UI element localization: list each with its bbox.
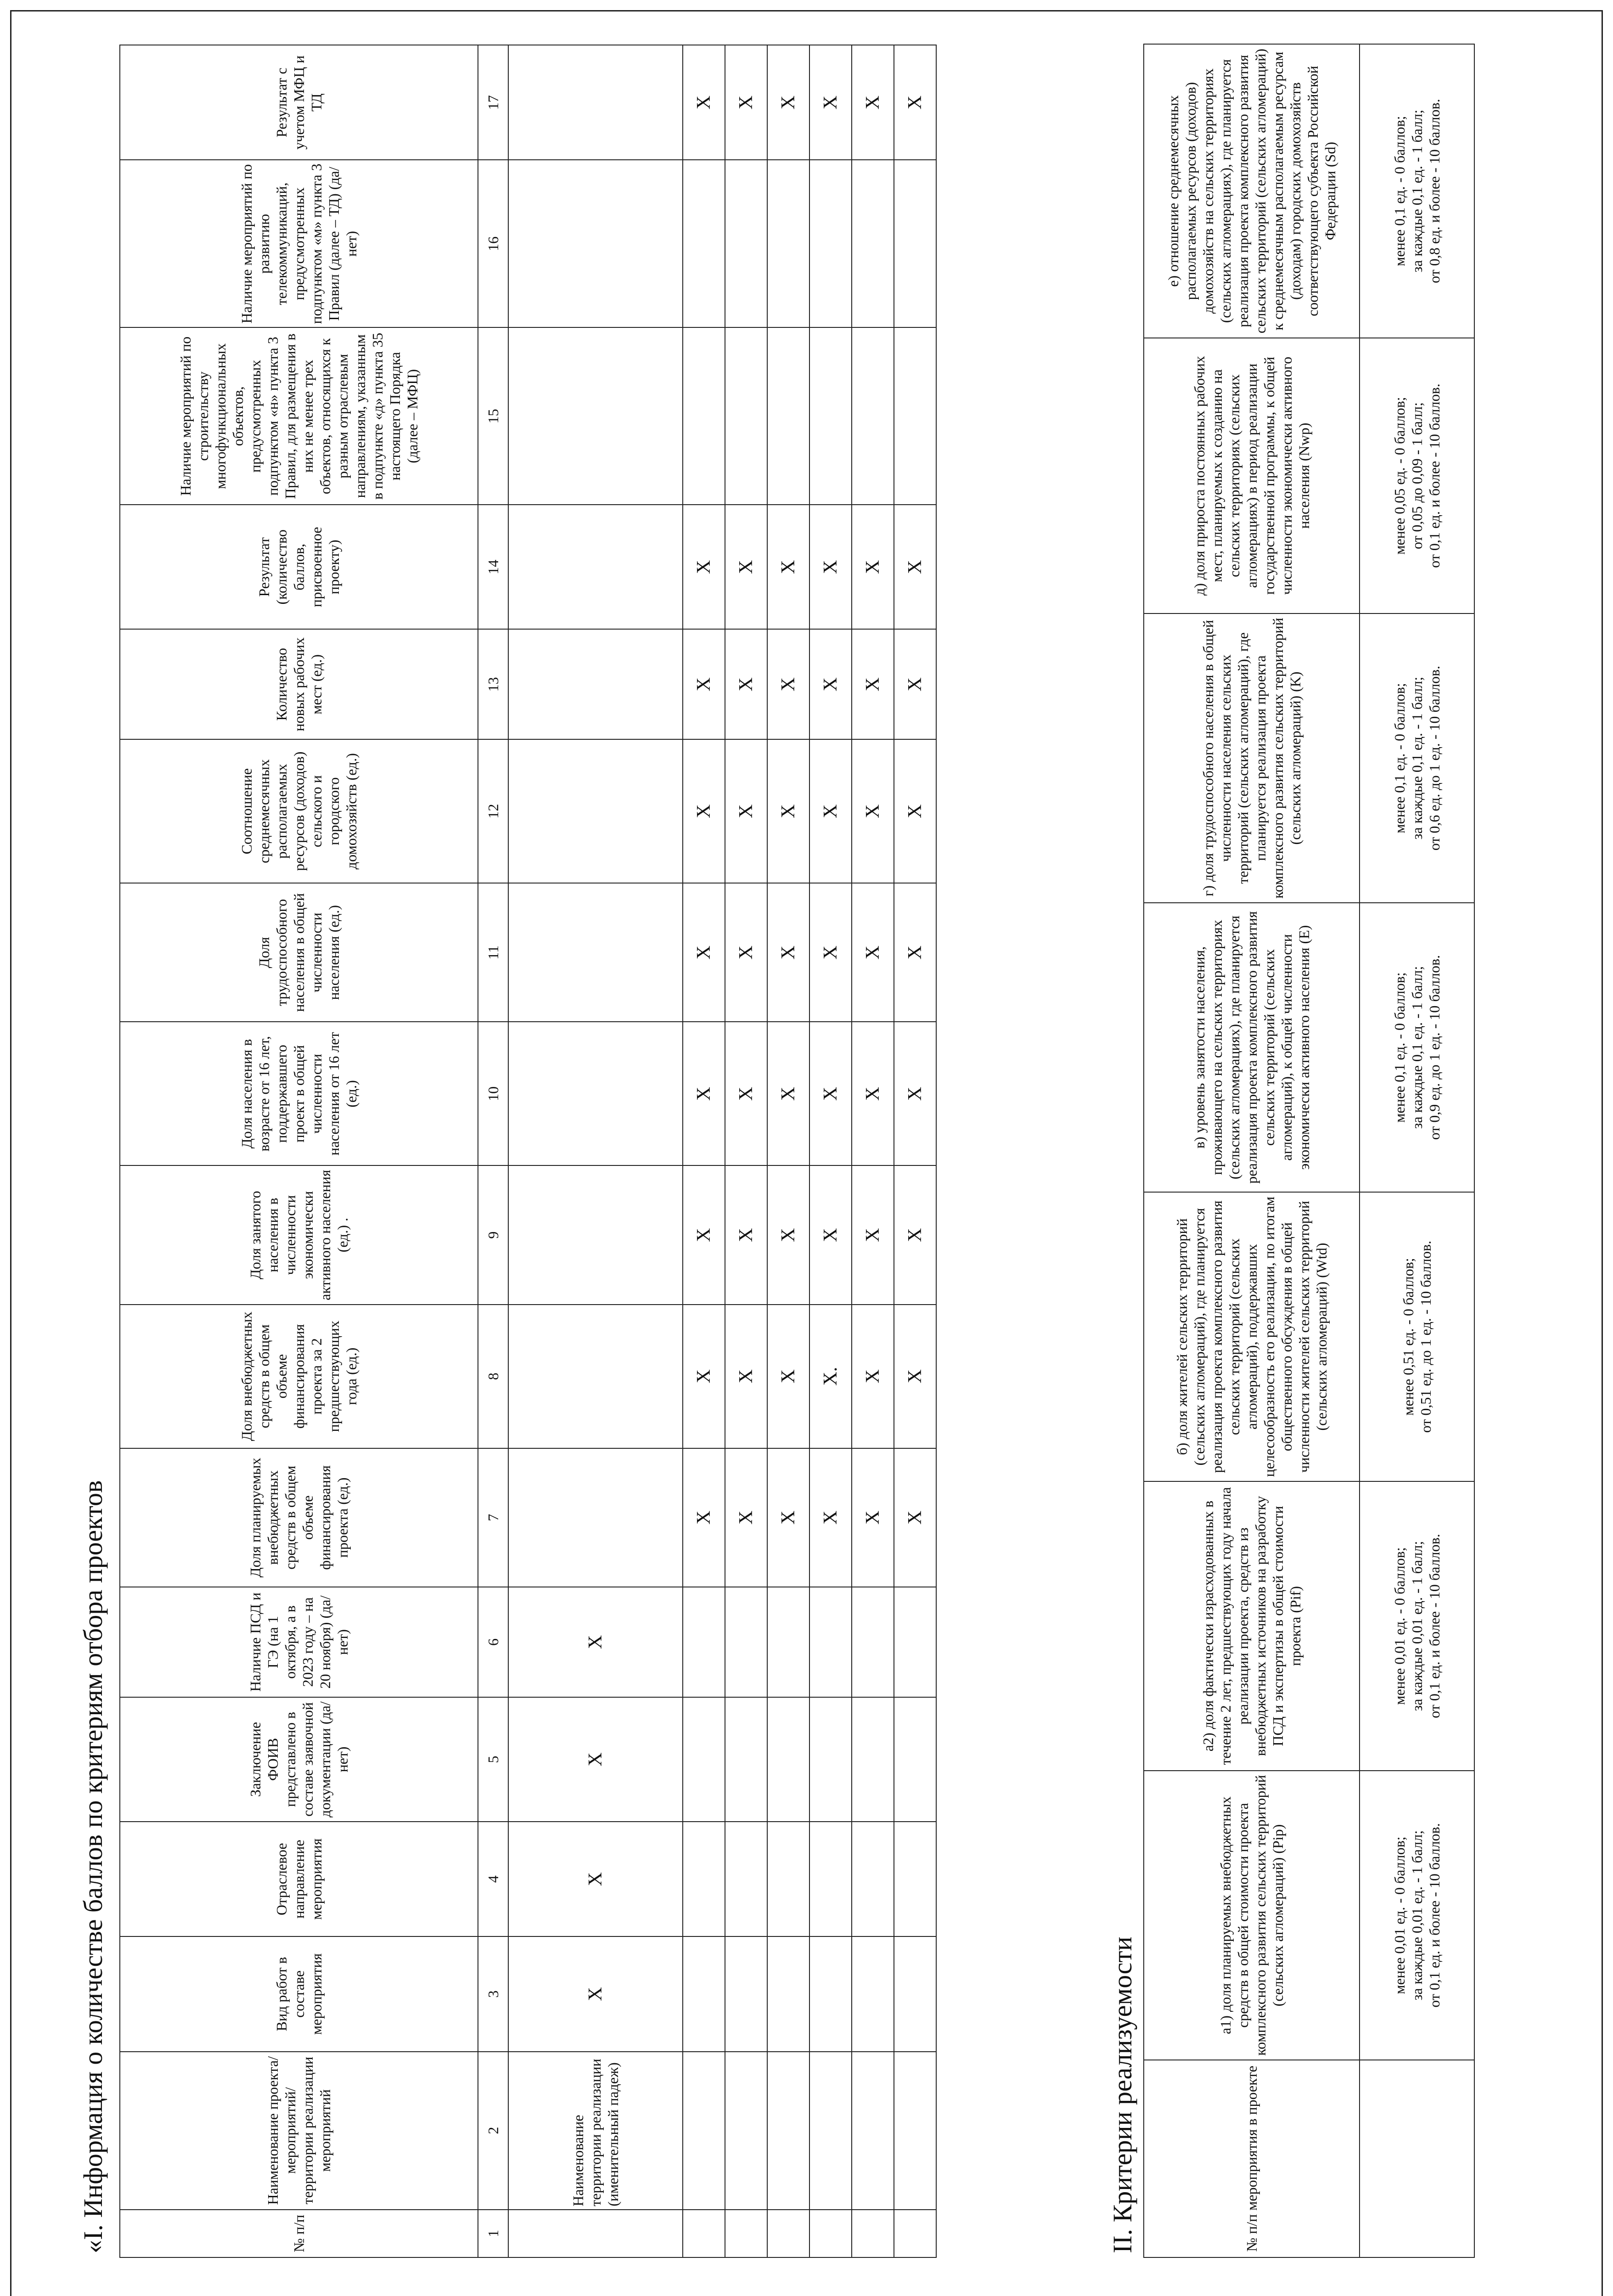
table-cell <box>508 1165 683 1304</box>
cross-mark: X <box>894 739 936 883</box>
table-cell <box>852 160 894 327</box>
table-cell <box>725 1822 767 1936</box>
territory-name-label: Наименование территории реализации (именительный падеж) <box>508 2052 683 2210</box>
table-cell <box>894 1822 936 1936</box>
cross-mark: X <box>809 1448 852 1587</box>
cross-mark: X <box>725 629 767 739</box>
col-number: 9 <box>478 1165 508 1304</box>
table-cell <box>508 327 683 505</box>
table-cell <box>852 2210 894 2257</box>
col-header-psd-ge: Наличие ПСД и ГЭ (на 1 октября, а в 2023 году – на 20 ноября) (да/нет) <box>120 1587 478 1697</box>
table-cell <box>809 1936 852 2051</box>
table-cell <box>894 2210 936 2257</box>
table-cell <box>683 1822 725 1936</box>
cross-mark: X <box>894 45 936 160</box>
cross-mark: X <box>725 1305 767 1448</box>
table-cell <box>508 2210 683 2257</box>
table-cell <box>725 1936 767 2051</box>
table-cell <box>767 1822 809 1936</box>
table-cell <box>894 1587 936 1697</box>
table1-header-row <box>120 45 478 2257</box>
feasibility-criteria-table <box>1143 44 1475 2258</box>
cross-mark: X <box>894 629 936 739</box>
col-header-wtd: б) доля жителей сельских территорий (сельских агломераций), где планируется реализация проекта комплексного развития сельских территорий (сельских агломераций), поддержавших целесообразность его реализации, по итогам общественного обсуждения в общей численности жителей сельских территорий (сельских агломераций) (Wtd) <box>1144 1192 1360 1481</box>
cross-mark: X <box>809 629 852 739</box>
col-number: 16 <box>478 160 508 327</box>
col-header-sd: е) отношение среднемесячных располагаемых ресурсов (доходов) домохозяйств на сельских территориях (сельских агломерациях), где планируется реализация проекта комплексного развития сельских территорий (сельских агломераций) к среднемесячным располагаемым ресурсам (доходам) городских домохозяйств соответствующего субъекта Российской Федерации (Sd) <box>1144 44 1360 338</box>
table-cell <box>725 327 767 505</box>
col-number: 12 <box>478 739 508 883</box>
table-cell <box>767 160 809 327</box>
table-cell <box>767 1697 809 1822</box>
table-cell <box>508 1305 683 1448</box>
table-cell <box>809 2210 852 2257</box>
table-cell <box>725 2210 767 2257</box>
section1-title: «I. Информация о количестве баллов по критериям отбора проектов <box>78 1480 108 2253</box>
cross-mark: X <box>508 1697 683 1822</box>
cross-mark: X <box>767 629 809 739</box>
table-row <box>767 45 809 2257</box>
scale-wtd: менее 0,51 ед. - 0 баллов; от 0,51 ед. до 1 ед. - 10 баллов. <box>1360 1192 1474 1481</box>
table-cell <box>508 883 683 1022</box>
table-row <box>852 45 894 2257</box>
col-number: 13 <box>478 629 508 739</box>
cross-mark: X <box>767 45 809 160</box>
table-cell <box>852 1936 894 2051</box>
cross-mark: X <box>725 1165 767 1304</box>
table-cell <box>683 2052 725 2210</box>
cross-mark: X <box>725 45 767 160</box>
table-cell <box>767 2210 809 2257</box>
cross-mark: X <box>809 1022 852 1166</box>
scale-e: менее 0,1 ед. - 0 баллов; за каждые 0,1 ед. - 1 балл; от 0,9 ед. до 1 ед. - 10 баллов. <box>1360 903 1474 1192</box>
cross-mark: X <box>767 883 809 1022</box>
table-cell <box>894 160 936 327</box>
table-cell <box>508 1448 683 1587</box>
col-number: 11 <box>478 883 508 1022</box>
cross-mark: X <box>683 1165 725 1304</box>
table-cell <box>683 2210 725 2257</box>
col-header-work-type: Вид работ в составе мероприятия <box>120 1936 478 2051</box>
cross-mark: X <box>725 739 767 883</box>
col-header-nwp: д) доля прироста постоянных рабочих мест, планируемых к созданию на сельских территориях (сельских агломерациях) в период реализации государственной программы, к общей численности экономически активного населения (Nwp) <box>1144 338 1360 613</box>
cross-mark: X <box>852 629 894 739</box>
table-cell <box>683 1936 725 2051</box>
table-cell <box>683 160 725 327</box>
table-cell <box>508 160 683 327</box>
cross-mark: X <box>852 505 894 629</box>
cross-mark: X <box>683 1022 725 1166</box>
cross-mark: X <box>767 1448 809 1587</box>
cross-mark: X <box>809 505 852 629</box>
col-number: 1 <box>478 2210 508 2257</box>
cross-mark: X <box>852 739 894 883</box>
table-row <box>683 45 725 2257</box>
col-number: 17 <box>478 45 508 160</box>
table-row <box>725 45 767 2257</box>
cross-mark: X <box>683 739 725 883</box>
criteria-score-table <box>119 45 937 2258</box>
cross-mark: X <box>683 629 725 739</box>
cross-mark: X <box>894 883 936 1022</box>
cross-mark: X <box>767 739 809 883</box>
col-header-mfc: Наличие мероприятий по строительству многофункциональных объектов, предусмотренных подпунктом «н» пункта 3 Правил, для размещения в них не менее трех объектов, относящихся к разным отраслевым направлениям, указанным в подпункте «д» пункта 35 настоящего Порядка (далее – МФЦ) <box>120 327 478 505</box>
cross-mark: X <box>894 1022 936 1166</box>
cross-mark: X <box>809 739 852 883</box>
cross-mark: X <box>725 883 767 1022</box>
table-cell <box>725 1697 767 1822</box>
table-cell <box>809 1697 852 1822</box>
table-cell <box>809 327 852 505</box>
cross-mark: X <box>852 883 894 1022</box>
table-cell <box>809 160 852 327</box>
scale-pif: менее 0,01 ед. - 0 баллов; за каждые 0,01 ед. - 1 балл; от 0,1 ед. и более - 10 баллов. <box>1360 1481 1474 1771</box>
cross-mark: X <box>894 1305 936 1448</box>
table-cell <box>894 327 936 505</box>
table-row <box>809 45 852 2257</box>
table-cell <box>767 2052 809 2210</box>
cross-mark: X <box>725 505 767 629</box>
table-cell <box>894 2052 936 2210</box>
cross-mark: X <box>508 1936 683 2051</box>
cross-mark: X <box>508 1822 683 1936</box>
scoring-scale-row <box>1360 44 1474 2257</box>
table-cell <box>809 2052 852 2210</box>
section2-title: II. Критерии реализуемости <box>1107 1936 1137 2253</box>
col-number: 7 <box>478 1448 508 1587</box>
cross-mark: X <box>894 505 936 629</box>
table-cell <box>683 327 725 505</box>
scale-pip: менее 0,01 ед. - 0 баллов; за каждые 0,01 ед. - 1 балл; от 0,1 ед. и более - 10 баллов. <box>1360 1771 1474 2060</box>
col-header-pip: а1) доля планируемых внебюджетных средств в общей стоимости проекта комплексного развития сельских территорий (сельских агломераций) (Pip) <box>1144 1771 1360 2060</box>
col-header-offbudget-2years-share: Доля внебюджетных средств в общем объеме финансирования проекта за 2 предшествующих года (ед.) <box>120 1305 478 1448</box>
col-number: 15 <box>478 327 508 505</box>
col-header-foiv-conclusion: Заключение ФОИВ представлено в составе заявочной документации (да/нет) <box>120 1697 478 1822</box>
col-number: 3 <box>478 1936 508 2051</box>
table-cell <box>508 739 683 883</box>
col-number: 2 <box>478 2052 508 2210</box>
table-cell <box>852 1822 894 1936</box>
col-number: 8 <box>478 1305 508 1448</box>
col-header-workforce-share: Доля трудоспособного населения в общей численности населения (ед.) <box>120 883 478 1022</box>
column-number-row <box>478 45 508 2257</box>
cross-mark: X <box>683 505 725 629</box>
col-number: 10 <box>478 1022 508 1166</box>
table-cell <box>852 1697 894 1822</box>
table-cell <box>683 1697 725 1822</box>
table-cell <box>683 1587 725 1697</box>
table-cell <box>767 327 809 505</box>
col-header-k: г) доля трудоспособного населения в общей численности населения сельских территорий (сельских агломераций), где планируется реализация проекта комплексного развития сельских территорий (сельских агломераций) (K) <box>1144 613 1360 903</box>
document-content <box>69 42 1566 2272</box>
scale-k: менее 0,1 ед. - 0 баллов; за каждые 0,1 ед. - 1 балл; от 0,6 ед. до 1 ед. - 10 баллов. <box>1360 613 1474 903</box>
cross-mark: X <box>767 1305 809 1448</box>
cross-mark: X <box>894 1448 936 1587</box>
col-header-telecom: Наличие мероприятий по развитию телекоммуникаций, предусмотренных подпунктом «м» пункта 3 Правил (далее – ТД) (да/нет) <box>120 160 478 327</box>
cross-mark: X <box>508 1587 683 1697</box>
col-header-number: № п/п <box>120 2210 478 2257</box>
table-row <box>894 45 936 2257</box>
table-cell <box>725 2052 767 2210</box>
col-header-sector: Отраслевое направление мероприятия <box>120 1822 478 1936</box>
table2-header-row <box>1144 44 1360 2257</box>
scale-sd: менее 0,1 ед. - 0 баллов; за каждые 0,1 ед. - 1 балл; от 0,8 ед. и более - 10 баллов. <box>1360 44 1474 338</box>
scale-nwp: менее 0,05 ед. - 0 баллов; от 0,05 до 0,09 - 1 балл; от 0,1 ед. и более - 10 баллов. <box>1360 338 1474 613</box>
table-cell <box>508 45 683 160</box>
cross-mark: X <box>725 1448 767 1587</box>
cross-mark: X <box>809 1165 852 1304</box>
cross-mark: X <box>725 1022 767 1166</box>
territory-row <box>508 45 683 2257</box>
cross-mark: X <box>809 45 852 160</box>
table-cell <box>852 2052 894 2210</box>
cross-mark: X <box>809 883 852 1022</box>
table-cell <box>725 1587 767 1697</box>
table-cell <box>508 505 683 629</box>
col-header-score: Результат (количество баллов, присвоенное проекту) <box>120 505 478 629</box>
cross-mark: X <box>852 1022 894 1166</box>
cross-mark: X <box>683 1448 725 1587</box>
col-number: 6 <box>478 1587 508 1697</box>
table-cell <box>894 1697 936 1822</box>
table-cell <box>809 1587 852 1697</box>
table-cell <box>508 1022 683 1166</box>
col-header-support-share: Доля населения в возрасте от 16 лет, поддержавшего проект в общей численности населения от 16 лет (ед.) <box>120 1022 478 1166</box>
table-cell <box>725 160 767 327</box>
table-cell <box>852 1587 894 1697</box>
table-cell <box>1360 2060 1474 2257</box>
table-cell <box>809 1822 852 1936</box>
table-cell <box>767 1936 809 2051</box>
table-cell <box>508 629 683 739</box>
cross-mark: X <box>683 1305 725 1448</box>
col-number: 5 <box>478 1697 508 1822</box>
cross-mark: X <box>894 1165 936 1304</box>
cross-mark: X <box>852 1165 894 1304</box>
cross-mark-dotted: X. <box>809 1305 852 1448</box>
table-cell <box>894 1936 936 2051</box>
col-header-employment-share: Доля занятого населения в численности экономически активного населения (ед.) . <box>120 1165 478 1304</box>
cross-mark: X <box>852 45 894 160</box>
col-header-income-ratio: Соотношение среднемесячных располагаемых ресурсов (доходов) сельского и городского домохозяйств (ед.) <box>120 739 478 883</box>
table-cell <box>852 327 894 505</box>
table-cell <box>767 1587 809 1697</box>
cross-mark: X <box>683 45 725 160</box>
cross-mark: X <box>767 1022 809 1166</box>
col-header-pif: а2) доля фактически израсходованных в течение 2 лет, предшествующих году начала реализации проекта, средств из внебюджетных источников на разработку ПСД и экспертизы в общей стоимости проекта (Pif) <box>1144 1481 1360 1771</box>
col-header-planned-offbudget-share: Доля планируемых внебюджетных средств в общем объеме финансирования проекта (ед.) <box>120 1448 478 1587</box>
cross-mark: X <box>767 505 809 629</box>
col-number: 4 <box>478 1822 508 1936</box>
cross-mark: X <box>683 883 725 1022</box>
col-number: 14 <box>478 505 508 629</box>
col-header-new-jobs: Количество новых рабочих мест (ед.) <box>120 629 478 739</box>
col-header-project-name: Наименование проекта/ мероприятий/ территории реализации мероприятий <box>120 2052 478 2210</box>
cross-mark: X <box>767 1165 809 1304</box>
col-header-final-score: Результат с учетом МФЦ и ТД <box>120 45 478 160</box>
col-header-measure-number: № п/п мероприятия в проекте <box>1144 2060 1360 2257</box>
cross-mark: X <box>852 1448 894 1587</box>
cross-mark: X <box>852 1305 894 1448</box>
col-header-e: в) уровень занятости населения, проживающего на сельских территориях (сельских агломерациях), где планируется реализация проекта комплексного развития сельских территорий (сельских агломераций), к общей численности экономически активного населения (E) <box>1144 903 1360 1192</box>
